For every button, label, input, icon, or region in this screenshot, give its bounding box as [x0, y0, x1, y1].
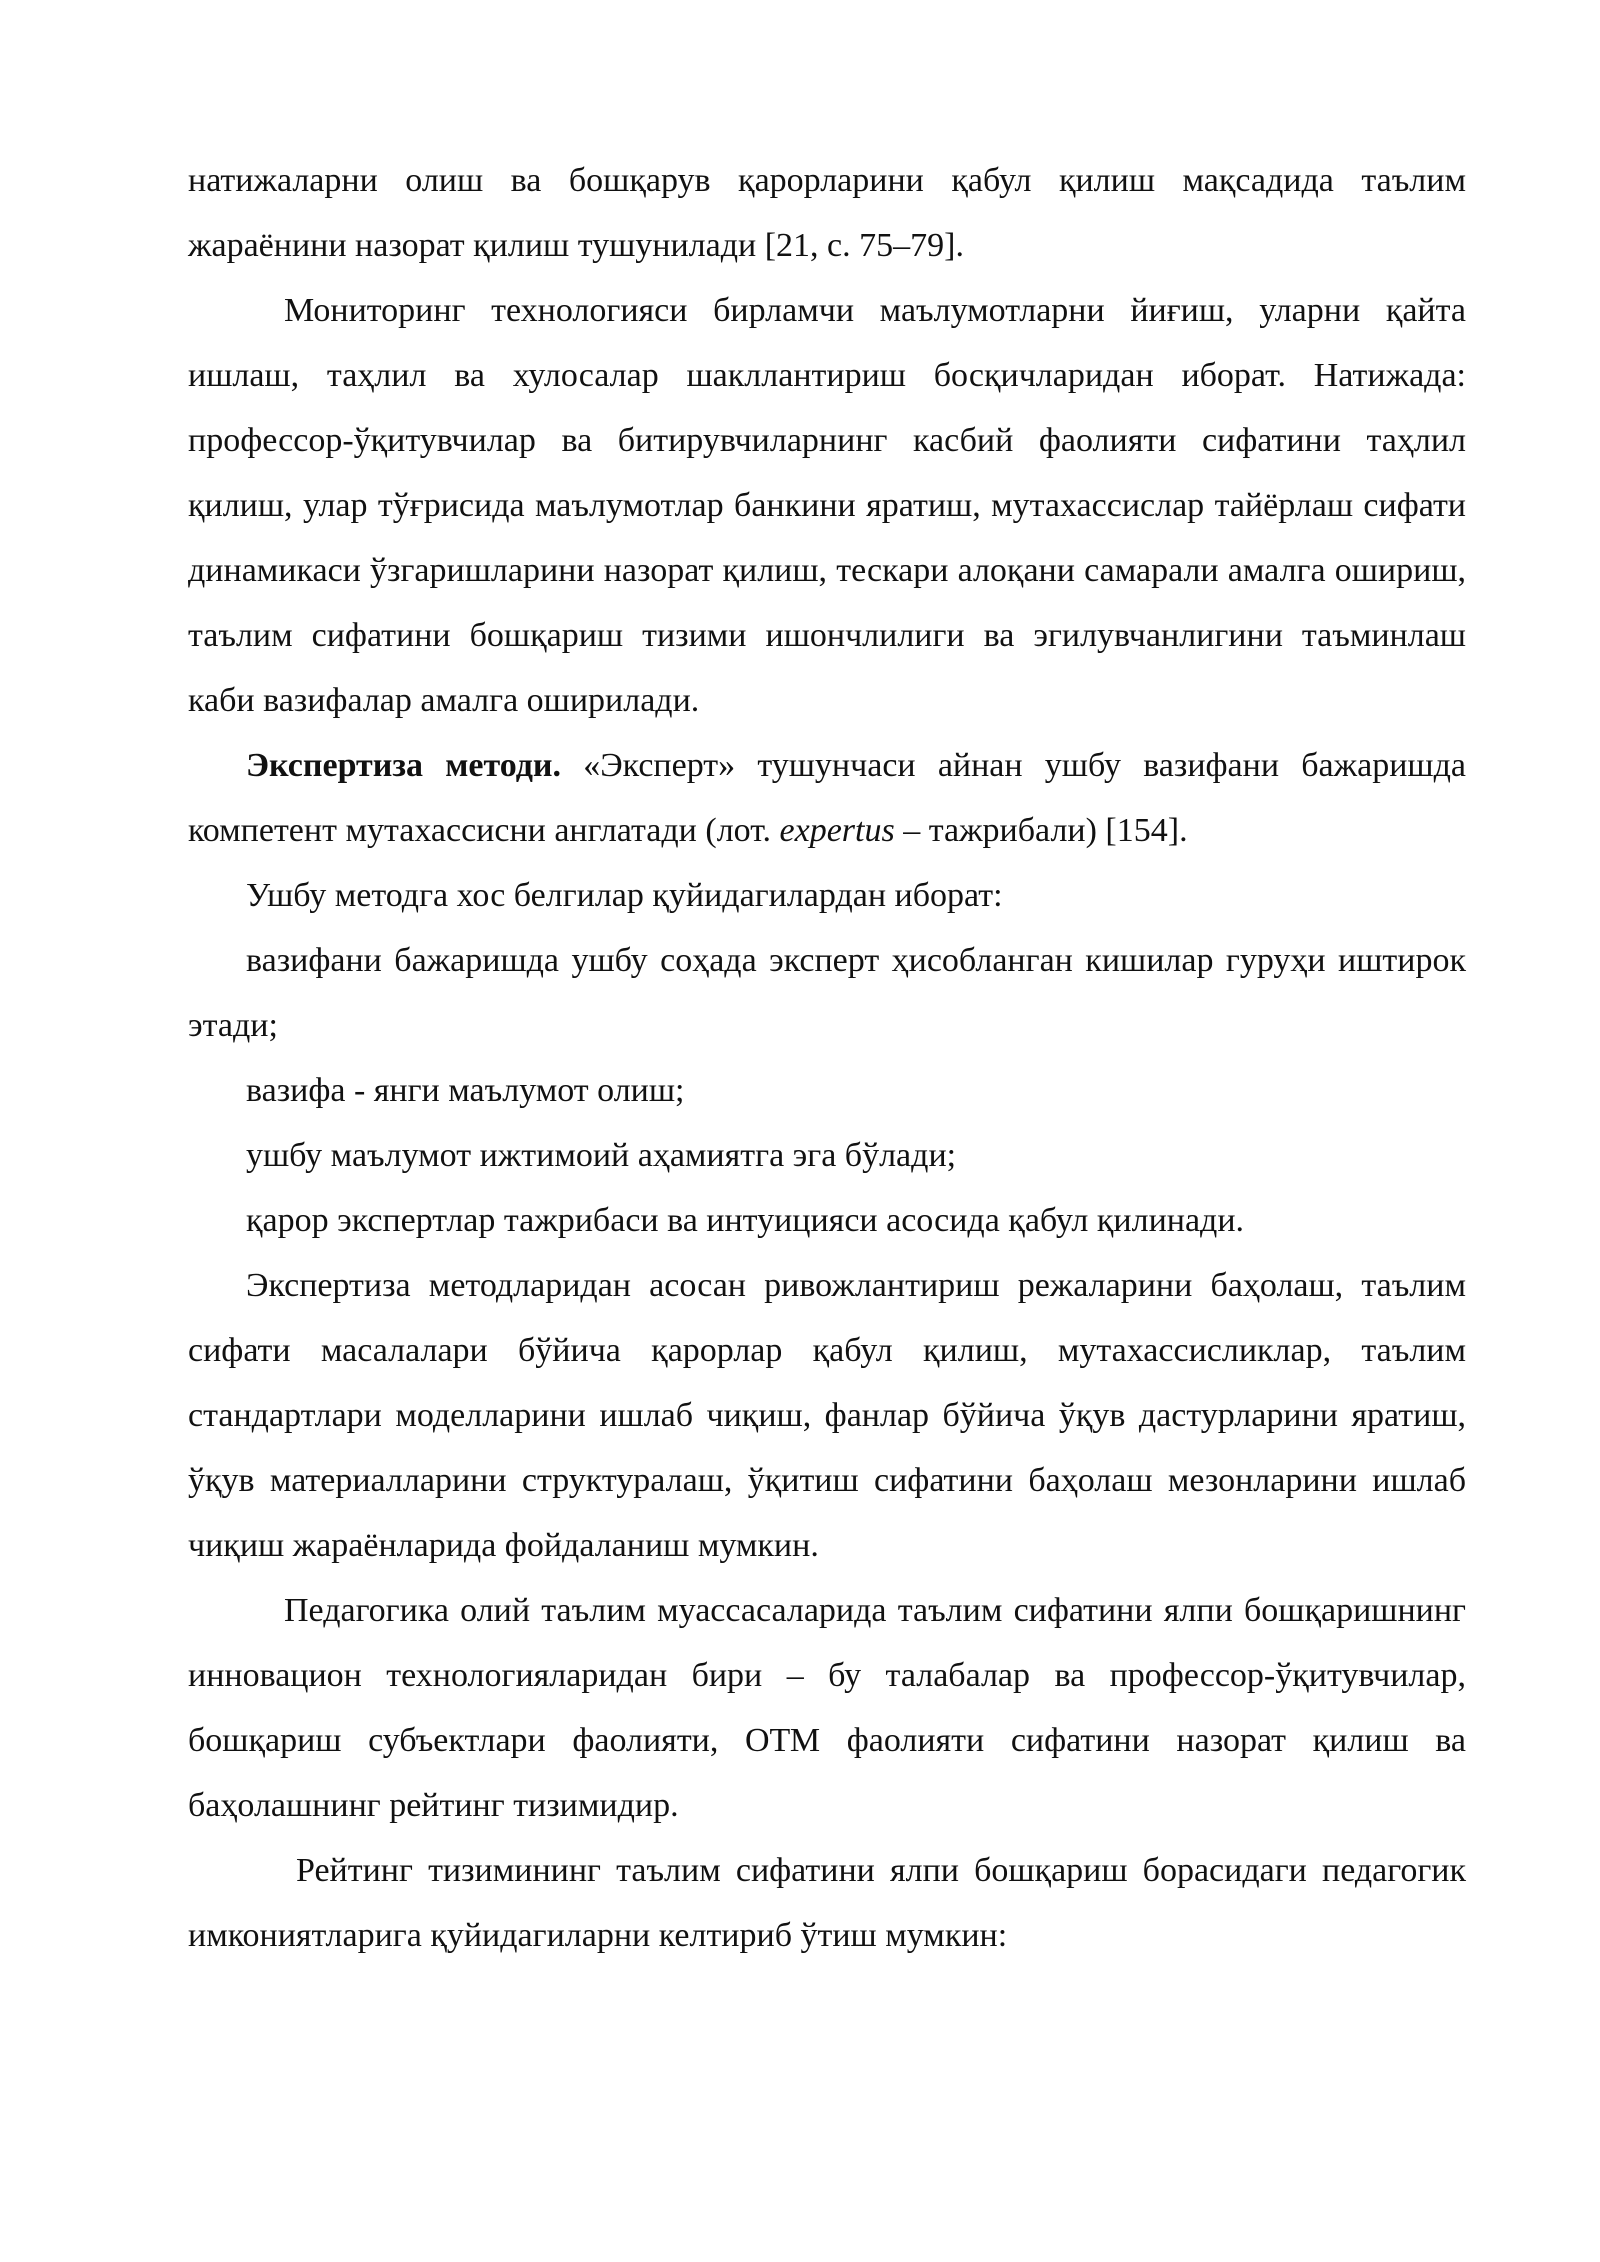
paragraph-expertise-method: [188, 733, 1466, 863]
paragraph-expertise-applications: Экспертиза методларидан асосан ривожлантириш режаларини баҳолаш, таълим сифати масалалари бўйича қарорлар қабул қилиш, мутахассисликлар, таълим стандартлари моделларини ишлаб чиқиш, фанлар бўйича ўқув дастурларини яратиш, ўқув материалларини структуралаш, ўқитиш сифатини баҳолаш мезонларини ишлаб чиқиш жараёнларида фойдаланиш мумкин.: [188, 1267, 1466, 1564]
expertise-text-before-italic: «Эксперт» тушунчаси айнан ушбу вазифани бажаришда компетент мутахассисни англатади (лот.: [188, 747, 1466, 849]
paragraph-rating-system-possibilities: Рейтинг тизимининг таълим сифатини ялпи бошқариш борасидаги педагогик имкониятларига қуйидагиларни келтириб ўтиш мумкин:: [188, 1852, 1466, 1954]
paragraph-rating-system-intro: Педагогика олий таълим муассасаларида таълим сифатини ялпи бошқаришнинг инновацион технологияларидан бири – бу талабалар ва профессор-ўқитувчилар, бошқариш субъектлари фаолияти, ОТМ фаолияти сифатини назорат қилиш ва баҳолашнинг рейтинг тизимидир.: [188, 1592, 1466, 1824]
list-item-social-importance: ушбу маълумот ижтимоий аҳамиятга эга бўлади;: [246, 1137, 957, 1174]
expertus-italic-term: expertus: [779, 812, 895, 849]
paragraph-monitoring-technology: Мониторинг технологияси бирламчи маълумотларни йиғиш, уларни қайта ишлаш, таҳлил ва хулосалар шакллантириш босқичларидан иборат. Натижада: профессор-ўқитувчилар ва битирувчиларнинг касбий фаолияти сифатини таҳлил қилиш, улар тўғрисида маълумотлар банкини яратиш, мутахассислар тайёрлаш сифати динамикаси ўзгаришларини назорат қилиш, тескари алоқани самарали амалга ошириш, таълим сифатини бошқариш тизими ишончлилиги ва эгилувчанлигини таъминлаш каби вазифалар амалга оширилади.: [188, 292, 1466, 719]
expertise-text-after-italic: – тажрибали) [154].: [894, 812, 1188, 849]
list-item-new-information: вазифа - янги маълумот олиш;: [246, 1072, 685, 1109]
list-item-expert-group: вазифани бажаришда ушбу соҳада эксперт ҳисобланган кишилар гуруҳи иштирок этади;: [188, 942, 1466, 1044]
paragraph-1: натижаларни олиш ва бошқарув қарорларини қабул қилиш мақсадида таълим жараёнини назорат қилиш тушунилади [21, с. 75–79].: [188, 162, 1466, 264]
document-body: [188, 148, 1466, 1968]
paragraph-method-features-intro: Ушбу методга хос белгилар қуйидагилардан иборат:: [246, 877, 1003, 914]
expertise-method-heading: Экспертиза методи.: [246, 747, 562, 784]
list-item-decision-basis: қарор экспертлар тажрибаси ва интуицияси асосида қабул қилинади.: [246, 1202, 1245, 1239]
